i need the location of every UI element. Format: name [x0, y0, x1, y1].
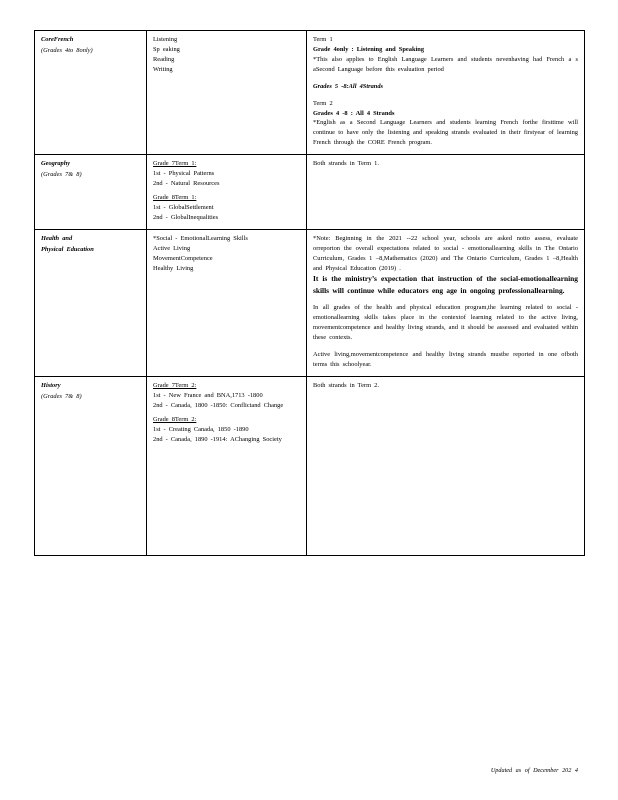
- strand-item: Active Living: [153, 244, 191, 252]
- strand-item: 2nd - Natural Resources: [153, 180, 220, 188]
- notes-cell: [307, 229, 585, 376]
- note-paragraph: *English as a Second Language Learners and students learning French forthe firsttime will continue to have only the listening and speaking strands evaluated in their firstyear of learning French through the CORE French program.: [313, 119, 578, 147]
- spacer: [313, 296, 578, 303]
- strand-item: Healthy Living: [153, 264, 194, 272]
- note-paragraph-ministry: It is the ministry’s expectation that instruction of the social-emotionallearning skills will continue while educators eng age in ongoing professionallearning.: [313, 274, 578, 295]
- table-row: [35, 155, 585, 230]
- note-line: Grades 5 -8:All 4Strands: [313, 82, 384, 90]
- strand-item: 2nd - Canada, 1890 -1914: AChanging Society: [153, 435, 282, 443]
- note-paragraph: Active living,movementcompetence and healthy living strands mustbe reported in one ofboth terms this schoolyear.: [313, 351, 578, 368]
- strands-cell: [147, 229, 307, 376]
- notes-cell: [307, 376, 585, 555]
- spacer: [313, 92, 578, 99]
- curriculum-table: [34, 30, 585, 556]
- strand-group-heading: Grade 8Term 2:: [153, 415, 197, 423]
- strand-item: 1st - Physical Patterns: [153, 170, 215, 178]
- strand-item: 2nd - GlobalInequalities: [153, 213, 219, 221]
- spacer: [313, 75, 578, 82]
- strand-item: Writing: [153, 65, 173, 73]
- strand-group-heading: Grade 7Term 2:: [153, 381, 197, 389]
- subject-name: Health and: [41, 234, 73, 242]
- strands-cell: [147, 376, 307, 555]
- note-paragraph: In all grades of the health and physical education program,the learning related to social - emotionallearning skills takes place in the contextof learning related to the active living, movementcompetence and healthy living strands, and it should be assessed and evaluated within these contexts.: [313, 304, 578, 342]
- note-line: Term 2: [313, 99, 333, 107]
- table-row: [35, 376, 585, 555]
- note-paragraph: *This also applies to English Language Learners and students nevenhaving had French a s aSecond Language before this evaluation period: [313, 55, 578, 73]
- strand-item: *Social - EmotionalLearning Skills: [153, 234, 248, 242]
- strand-item: MovementCompetence: [153, 254, 213, 262]
- subject-grades: (Grades 7& 8): [41, 392, 82, 400]
- strand-item: Listening: [153, 36, 178, 43]
- note-paragraph-note: *Note: Beginning in the 2021 --22 school year, schools are asked notto assess, evaluate orreporton the overall expectations related to social - emotionallearning skills in The Ontario Curriculum, Grades 1 –8,Mathematics (2020) and The Ontario Curriculum, Grades 1 –8,Health and Physical Education (2019) .: [313, 234, 578, 272]
- strands-cell: [147, 31, 307, 155]
- subject-cell: [35, 31, 147, 155]
- subject-cell: [35, 155, 147, 230]
- strand-group-heading: Grade 7Term 1:: [153, 160, 197, 168]
- subject-name: Geography: [41, 160, 71, 168]
- strand-item: 1st - GlobalSettlement: [153, 203, 214, 211]
- notes-cell: [307, 31, 585, 155]
- spacer: [313, 343, 578, 350]
- strand-item: 1st - Creating Canada, 1850 -1890: [153, 425, 249, 433]
- page-footer: Updated as of December 202 4: [490, 767, 578, 774]
- strand-item: Reading: [153, 55, 175, 63]
- table-row: [35, 229, 585, 376]
- note-line: Both strands in Term 2.: [313, 381, 379, 389]
- strand-group-heading: Grade 8Term 1:: [153, 193, 197, 201]
- note-line: Term 1: [313, 36, 333, 43]
- subject-name-line2: Physical Education: [41, 245, 94, 253]
- subject-name: CoreFrench: [41, 36, 74, 43]
- strands-cell: [147, 155, 307, 230]
- subject-cell: [35, 229, 147, 376]
- strand-item: 2nd - Canada, 1800 -1850: Conflictand Change: [153, 401, 284, 409]
- subject-grades: (Grades 7& 8): [41, 171, 82, 179]
- subject-name: History: [41, 381, 61, 389]
- note-line: Both strands in Term 1.: [313, 160, 379, 168]
- table-body: [35, 31, 585, 556]
- table-row: [35, 31, 585, 155]
- strand-item: Sp eaking: [153, 45, 180, 53]
- note-line: Grades 4 -8 : All 4 Strands: [313, 109, 395, 117]
- notes-cell: [307, 155, 585, 230]
- subject-grades: (Grades 4to 8only): [41, 46, 93, 54]
- note-line: Grade 4only : Listening and Speaking: [313, 45, 425, 53]
- strand-item: 1st - New France and BNA,1713 -1800: [153, 391, 263, 399]
- subject-cell: [35, 376, 147, 555]
